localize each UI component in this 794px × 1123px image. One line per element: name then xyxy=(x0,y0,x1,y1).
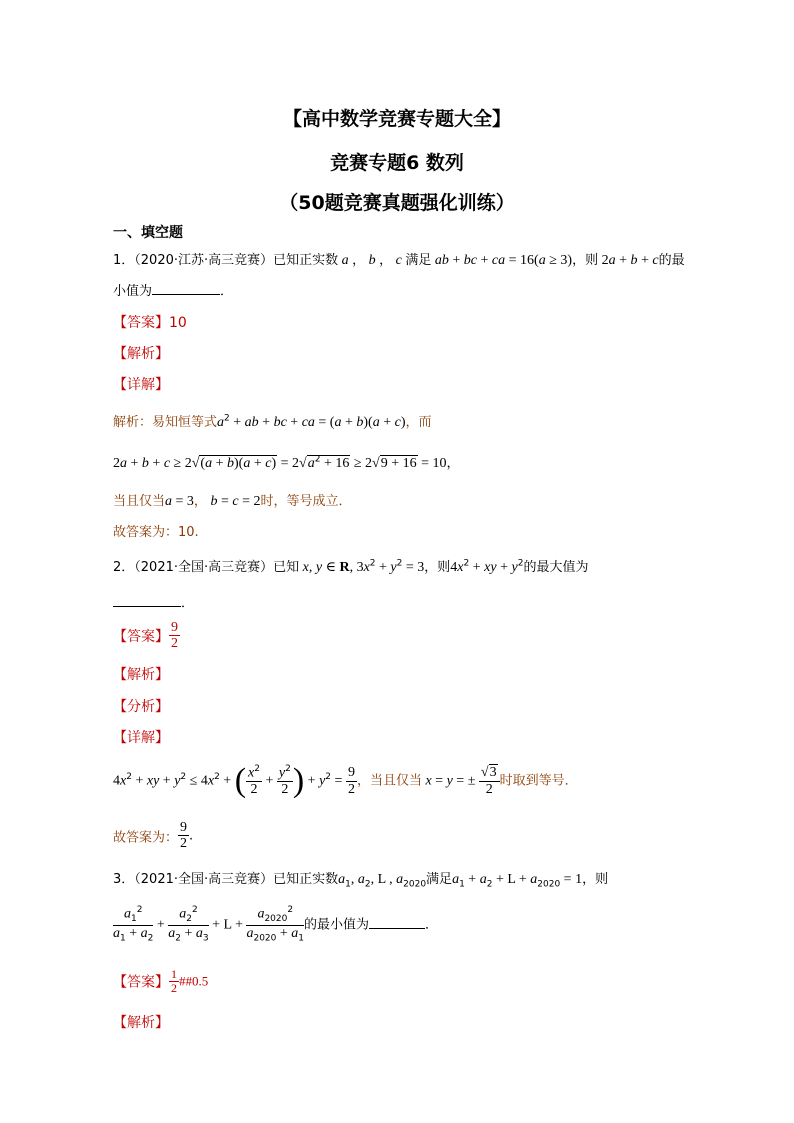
q1-solution-line3: 当且仅当a = 3， b = c = 2时，等号成立． xyxy=(113,494,352,509)
q1-analysis-tag: 【解析】 xyxy=(113,346,169,362)
q2-solution: $4x^2$ + xy + $y^2 \le 4x^2$ + ( $\frac{x^2}{2}$ + $\frac{y^2}{2}$ ) + $y^2$ = $\frac{9}{2}$ ，当且仅当 x = y = ± $\frac{√3}{2}$ 时取到等号． xyxy=(113,762,578,799)
q3-expression: $\frac{a_1^2}{a_1 + a_2}$ + $\frac{a_2^2}{a_2 + a_3}$ + L + $\frac{a_{2020}^2}{a_{2020} + a_1}$ 的最小值为 ． xyxy=(113,905,439,944)
q1-stem-line2: 小值为 ． xyxy=(113,284,234,299)
q2-fenxi-tag: 【分析】 xyxy=(113,699,169,715)
page-subtitle: 竞赛专题6 数列 xyxy=(330,152,464,174)
q2-detail-tag: 【详解】 xyxy=(113,730,169,746)
section-heading: 一、填空题 xyxy=(113,225,183,241)
q2-answer: 【答案】 $\frac{9}{2}$ xyxy=(113,620,178,652)
q1-stem: 1．（2020·江苏·高三竞赛）已知正实数 a ， b ， c 满足 ab + bc + ca = 16(a ≥ 3)，则 2a + b + c的最 xyxy=(113,253,685,268)
q1-answer: 【答案】10 xyxy=(113,315,187,331)
answer-blank xyxy=(369,916,425,929)
q1-solution-line2: $2a + b + c \ge 2√(a + b)(a + c) = 2√a^2 + 16 \ge 2√9 + 16 = 10$， xyxy=(113,454,460,471)
q2-stem-line2: ． xyxy=(113,592,194,611)
page-tagline: （50题竞赛真题强化训练） xyxy=(279,192,515,214)
q1-detail-tag: 【详解】 xyxy=(113,377,169,393)
q2-stem: 2．（2021·全国·高三竞赛）已知 x, y ∈ R, $3x^2 + y^2 = 3$，则$4x^2$ + xy + $y^2$的最大值为 xyxy=(113,558,589,575)
q3-analysis-tag: 【解析】 xyxy=(113,1015,169,1031)
q3-answer: 【答案】 $\frac{1}{2}$ ##0.5 xyxy=(113,967,209,996)
q3-stem: 3．（2021·全国·高三竞赛）已知正实数$a_1$, $a_2$, L , $a_{2020}$满足$a_1 + a_2 + L + a_{2020} = 1$，则 xyxy=(113,872,609,890)
page-title: 【高中数学竞赛专题大全】 xyxy=(282,108,511,130)
answer-blank xyxy=(152,282,220,295)
q1-final: 故答案为：10. xyxy=(113,525,199,540)
q2-final: 故答案为： $\frac{9}{2}$ . xyxy=(113,820,194,852)
q1-solution-line1: 解析：易知恒等式$a^2$ + ab + bc + ca = (a + b)(a + c)，而 xyxy=(113,413,432,430)
q2-analysis-tag: 【解析】 xyxy=(113,667,169,683)
answer-blank xyxy=(113,594,181,607)
